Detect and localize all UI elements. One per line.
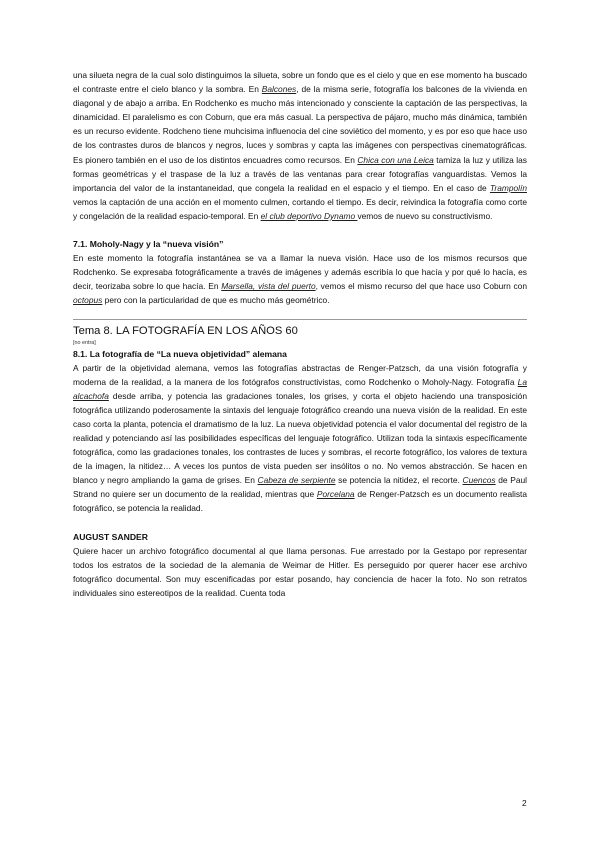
section-heading-7-1: 7.1. Moholy-Nagy y la “nueva visión” [73, 239, 224, 250]
link-cuencos[interactable]: Cuencos [462, 475, 496, 486]
link-cabeza-de-serpiente[interactable]: Cabeza de serpiente [257, 475, 336, 486]
link-octopus[interactable]: octopus [73, 295, 103, 306]
page-number: 2 [522, 798, 527, 808]
link-balcones[interactable]: Balcones [261, 84, 297, 95]
link-club-deportivo-dynamo[interactable]: el club deportivo Dynamo [260, 210, 358, 221]
section-heading-8-1: 8.1. La fotografía de “La nueva objetividad” alemana [73, 348, 287, 359]
section-heading-august-sander: AUGUST SANDER [73, 531, 148, 542]
text-span: se potencia la nitidez, el recorte. [335, 475, 463, 486]
link-chica-con-una-leica[interactable]: Chica con una Leica [357, 154, 434, 165]
link-trampolin[interactable]: Trampolín [489, 182, 527, 193]
tema-8-title: Tema 8. LA FOTOGRAFÍA EN LOS AÑOS 60 [73, 324, 298, 337]
link-marsella-vista-del-puerto[interactable]: Marsella, vista del puerto [221, 281, 316, 292]
text-span: una silueta negra de la cual solo distinguimos la silueta, sobre un fondo que es el cielo y que en ese momento ha buscado el contraste entre el cielo blanco y la sombra. En [73, 70, 527, 95]
text-span: , de la misma serie, fotografía los balcones de la vivienda en diagonal y de abajo a arriba. En Rodchenko es mucho más intencionado y consciente la captación de las perspectivas, la dinamicidad. El paralelismo es con Coburn, que era más casual. La perspectiva de pájaro, mucho más dinámica, también es un recurso evidente. Rodcheno tiene muhcisima influenocia del cine soviètico del momento, y es por eso que hace uso de los contrastes duros de blancos y negros, luces y sombras y capta las imágenes con perspectivas cinematográficas. Es pionero también en el uso de los distintos encuadres como recursos. En [73, 84, 527, 165]
paragraph-moholy-nagy [73, 251, 527, 307]
section-divider [73, 319, 527, 320]
text-span: de Renger-Patzsch es un documento realista fotográfico, se potencia la realidad. [73, 489, 528, 514]
paragraph-august-sander: Quiere hacer un archivo fotográfico documental al que llama personas. Fue arrestado por la Gestapo por representar todos los estratos de la sociedad de la alemania de Weimar de Hitler. Es perseguido por querer hacer ese archivo fotográfico documental. Son muy escenificadas por estar posando, hay conciencia de hacer la foto. No son retratos individuales sino estereotipos de la realidad. Cuenta toda [73, 545, 527, 598]
text-span: vemos la captación de una acción en el momento culmen, cortando el tiempo. Es decir, reivindica la fotografía como corte y congelación de la realidad espacio-temporal. En [73, 196, 527, 221]
text-span: En este momento la fotografía instantánea se va a llamar la nueva visión. Hace uso de los mismos recursos que Rodchenko. Se expresaba fotográficamente a través de imágenes y además escribía lo que hacía y por qué lo hacía, es decir, teorizaba sobre lo que hacía. En [73, 253, 527, 292]
text-span: tamiza la luz y utiliza las formas geométricas y el traspase de la luz a través de las ventanas para crear fotografías vanguardistas. Vemos la importancia del valor de la instantaneidad, que congela la realidad en el espacio y el tiempo. En el caso de [73, 154, 527, 193]
link-porcelana[interactable]: Porcelana [316, 489, 355, 500]
text-span: , vemos el mismo recurso del que hace uso Coburn con [315, 281, 527, 292]
tema-8-note: [no entra] [73, 339, 96, 346]
text-span: A partir de la objetividad alemana, vemos las fotografías abstractas de Renger-Patzsch, da una visión fotografía y moderna de la realidad, a la manera de los fotógrafos constructivistas, como Rodchenko o Moholy-Nagy. Fotografía [73, 362, 527, 387]
text-span: de Paul Strand no quiere ser un documento de la realidad, mientras que [73, 475, 527, 500]
text-span: pero con la particularidad de que es mucho más geométrico. [102, 295, 330, 306]
paragraph-nueva-objetividad [73, 361, 527, 516]
paragraph-rodchenko [73, 68, 527, 223]
page-content [73, 68, 527, 600]
link-la-alcachofa[interactable]: La alcachofa [73, 376, 527, 401]
text-span: desde arriba, y potencia las gradaciones tonales, los grises, y corta el objeto haciendo una transposición fotográfica utilizando poderosamente la sintaxis del lenguaje fotográfico creando una nueva visión de la realidad. En este caso corta la planta, potencia el dramatismo de la luz. La nueva objetividad potencia el valor documental del registro de la realidad y potenciando así las posibilidades específicas del lenguaje fotográfico. Utilizan toda la sintaxis específicamente fotográfica, como las gradaciones tonales, los contrastes de luces y sombras, el recorte fotográfico, los valores de textura de la imagen, la nitidez… A veces los puntos de vista pueden ser insólitos o no. No vemos abstracción. Se hacen en blanco y negro ampliando la gama de grises. En [73, 390, 527, 486]
text-span: vemos de nuevo su constructivismo. [357, 210, 493, 221]
